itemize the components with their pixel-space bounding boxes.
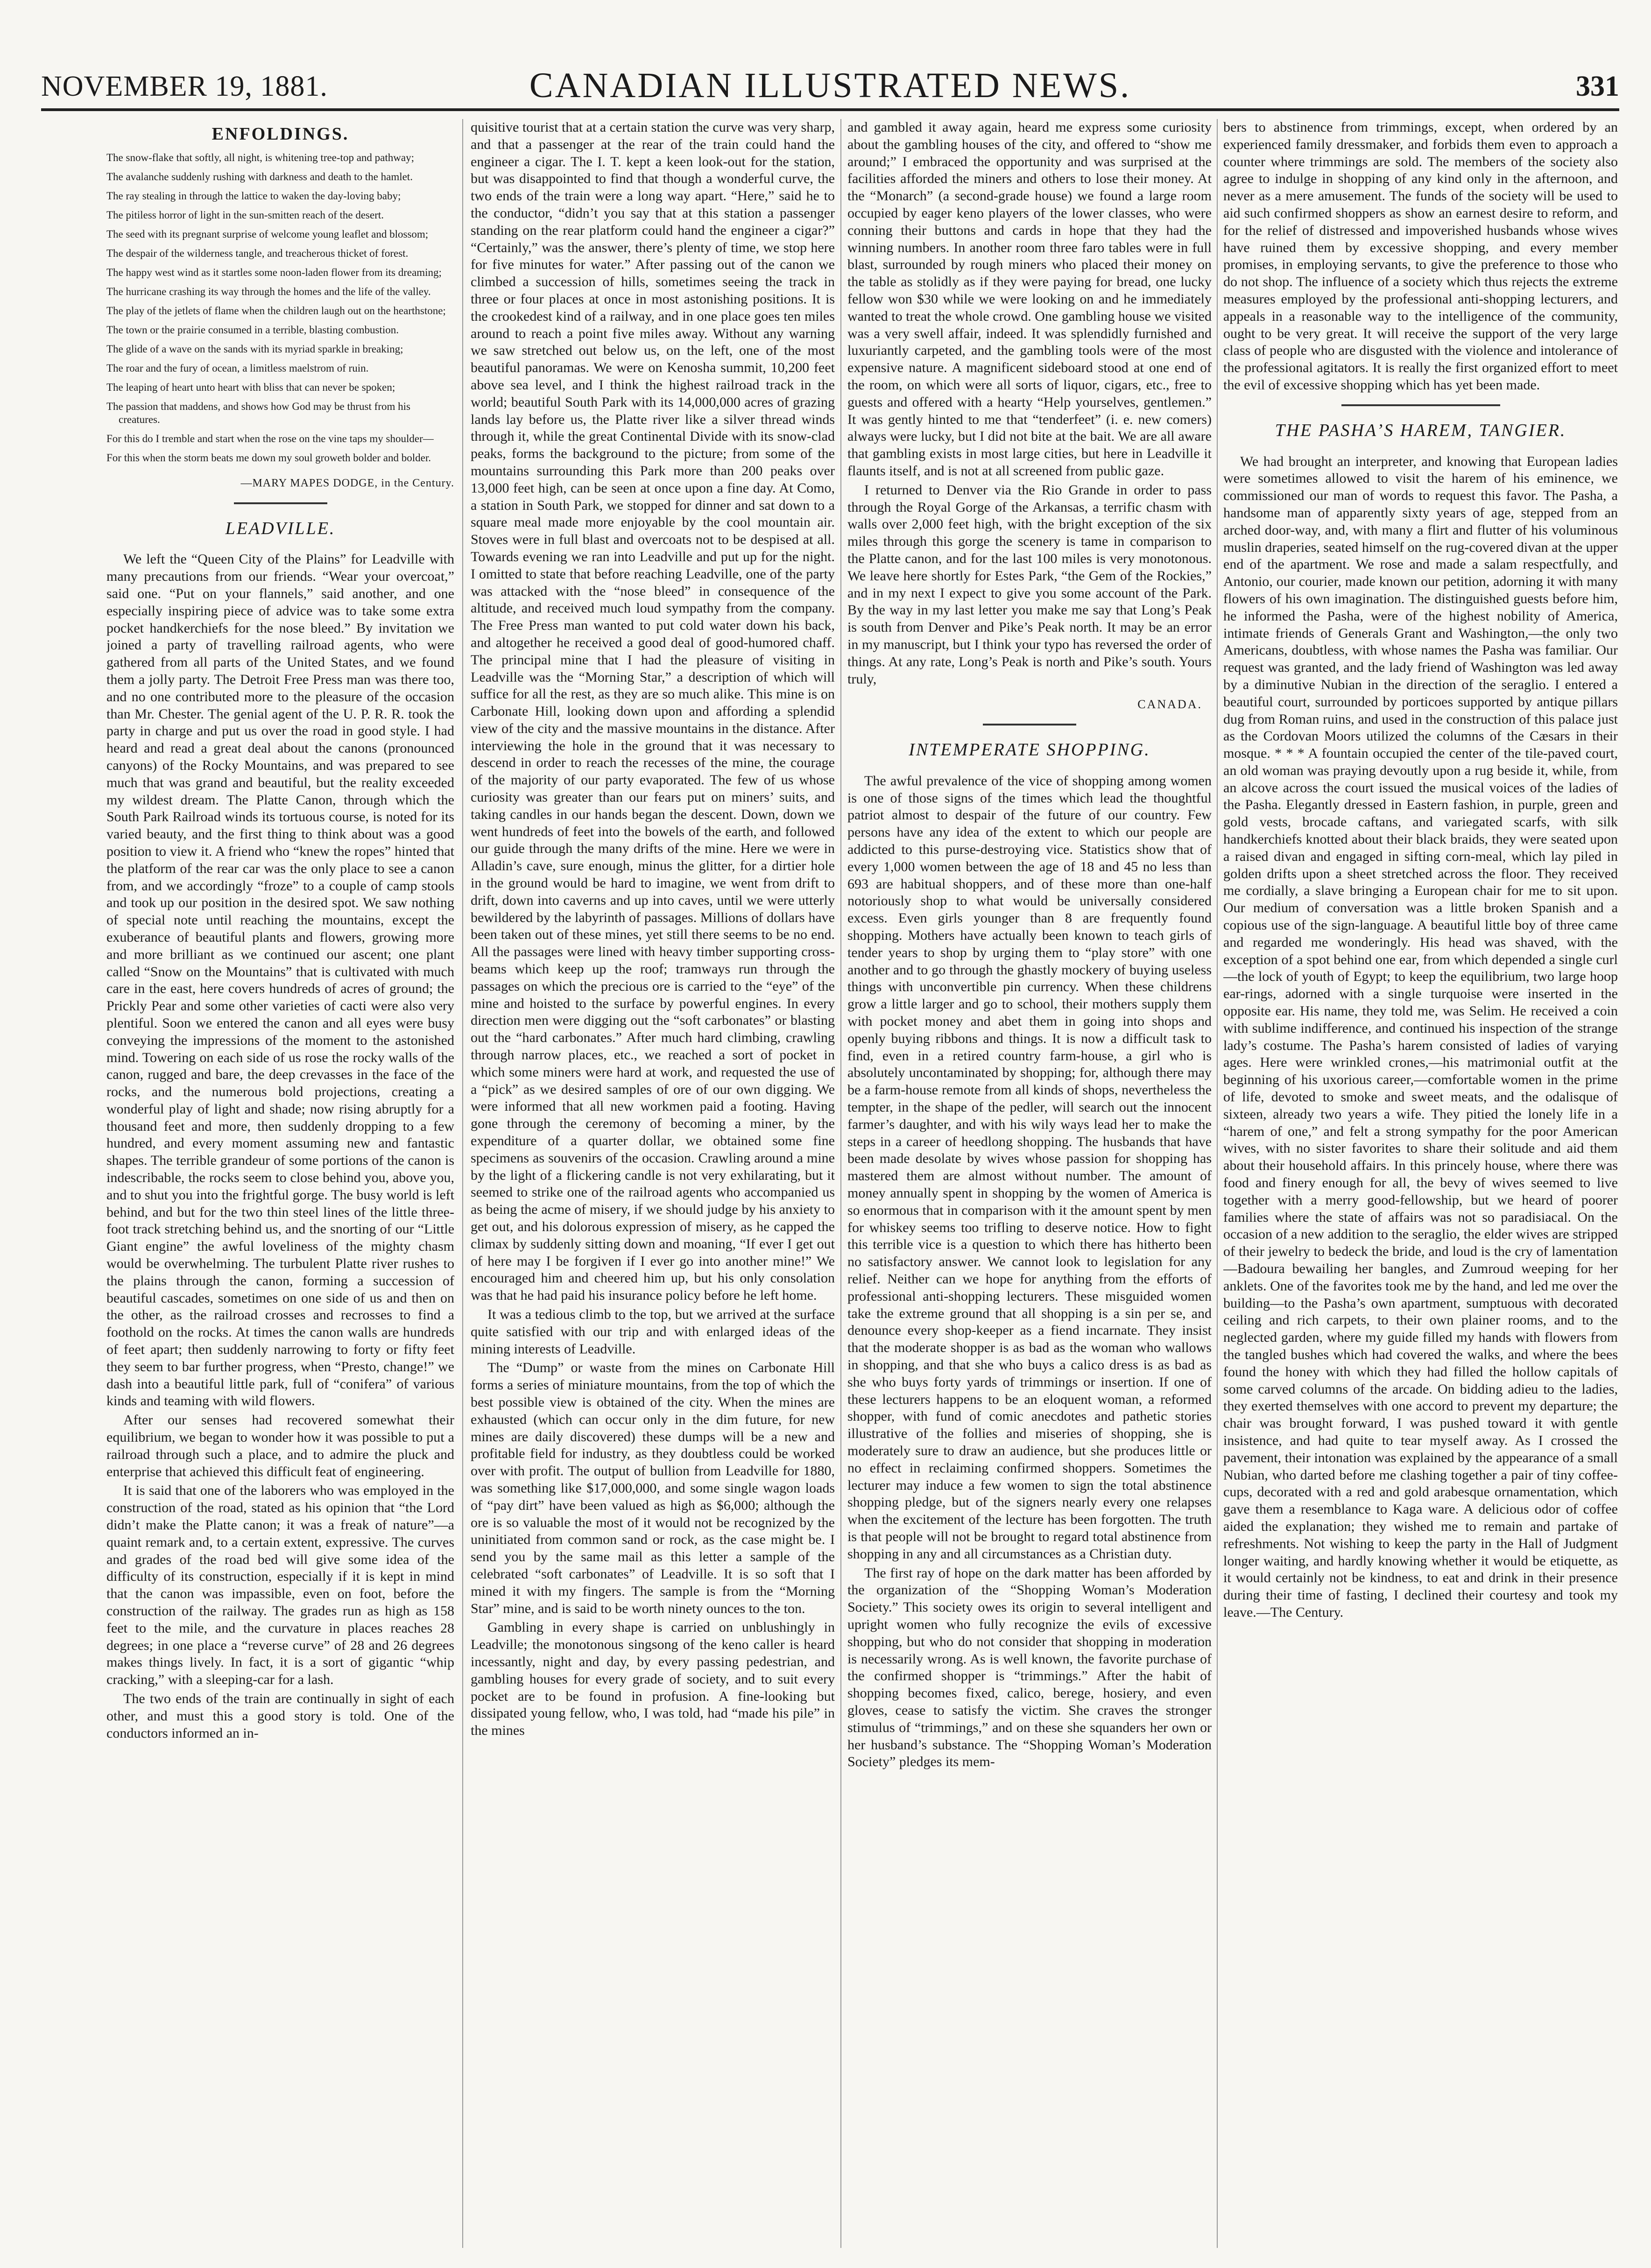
- column-divider: [1217, 119, 1218, 2248]
- article-paragraph: The first ray of hope on the dark matter has been afforded by the organization of the “Shopping Woman’s Moderation Society.” This society owes its origin to several intelligent and upright women who fully recognize the evils of excessive shopping, but who do not consider that shopping in moderation is necessarily wrong. As is well known, the favorite purchase of the confirmed shopper is “trimmings.” After the habit of shopping becomes fixed, calico, berege, hosiery, and even gloves, cease to satisfy the victim. She craves the stronger stimulus of “trimmings,” and on these she squanders her own or her husband’s substance. The “Shopping Woman’s Moderation Society” pledges its mem-: [847, 1565, 1212, 1770]
- poem-verse: The leaping of heart unto heart with bliss that can never be spoken;: [106, 381, 395, 393]
- leadville-signature: CANADA.: [1137, 697, 1202, 711]
- article-paragraph: After our senses had recovered somewhat their equilibrium, we began to wonder how it was possible to put a railroad through such a place, and to admire the pluck and enterprise that achieved this difficult feat of engineering.: [106, 1412, 454, 1479]
- article-paragraph: I returned to Denver via the Rio Grande in order to pass through the Royal Gorge of the Arkansas, a terrific chasm with walls over 2,000 feet high, with the bright exception of the six miles through this gorge the scenery is tame in comparison to the Platte canon, and for the last 100 miles is very monotonous. We leave here shortly for Estes Park, “the Gem of the Rockies,” and in my next I expect to give you some account of the Park. By the way in my last letter you make me say that Long’s Peak is south from Denver and Pike’s Peak north. It may be an error in my manuscript, but I think your typo has reversed the order of things. At any rate, Long’s Peak is north and Pike’s south. Yours truly,: [847, 482, 1212, 687]
- poem-verse: The roar and the fury of ocean, a limitless maelstrom of ruin.: [106, 362, 369, 374]
- poem-verse: For this do I tremble and start when the rose on the vine taps my shoulder—: [106, 432, 434, 444]
- poem-title: ENFOLDINGS.: [212, 124, 349, 144]
- column-divider: [840, 119, 841, 2248]
- poem-verse: The ray stealing in through the lattice to waken the day-loving baby;: [106, 190, 401, 202]
- section-divider: [983, 724, 1076, 725]
- poem-verse: The town or the prairie consumed in a terrible, blasting combustion.: [106, 324, 399, 336]
- article-paragraph: quisitive tourist that at a certain station the curve was very sharp, and that a passenger at the rear of the train could hand the engineer a cigar. The I. T. kept a keen look-out for the station, but was disappointed to find that though a wonderful curve, the two ends of the train were a long way apart. “Here,” said he to the conductor, “didn’t you say that at this station a passenger standing on the rear platform could hand the engineer a cigar?” “Certainly,” was the answer, there’s plenty of time, we stop here for five minutes for water.” After passing out of the canon we climbed a succession of hills, sometimes seeing the track in three or four places at once in most astonishing positions. It is the crookedest kind of a railway, and in one place goes ten miles around to reach a point five miles away. Without any warning we saw stretched out below us, on the left, one of the most beautiful panoramas. We were on Kenosha summit, 10,200 feet above sea level, and I think the highest railroad track in the world; beautiful South Park with its 14,000,000 acres of grazing lands lay before us, the Platte river like a silver thread winds through it, while the great Continental Divide with its snow-clad peaks, forms the background to the picture; from some of the mountains surrounding this Park more than 200 peaks over 13,000 feet high, can be seen at once upon a fine day. At Como, a station in South Park, we stopped for dinner and sat down to a square meal made more enjoyable by the cool mountain air. Stoves were in full blast and overcoats not to be despised at all. Towards evening we ran into Leadville and put up for the night. I omitted to state that before reaching Leadville, one of the party was attacked with the “nose bleed” in consequence of the altitude, and received much loud sympathy from the company. The Free Press man wanted to put cold water down his back, and altogether he received a good deal of good-humored chaff. The principal mine that I had the pleasure of visiting in Leadville was the “Morning Star,” a description of which will suffice for all the rest, as they are so much alike. This mine is on Carbonate Hill, looking down upon and affording a splendid view of the city and the massive mountains in the distance. After interviewing the hole in the ground that it was necessary to descend in order to reach the recesses of the mine, the courage of the majority of our party evaporated. The few of us whose curiosity was greater than our fears put on miners’ suits, and taking candles in our hands began the descent. Down, down we went hundreds of feet into the bowels of the earth, and followed our guide through the many drifts of the mine. Here we were in Alladin’s cave, sure enough, minus the glitter, for a dirtier hole in the ground would be hard to imagine, we went from drift to drift, down into caverns and up into caves, until we were utterly bewildered by the labyrinth of passages. Millions of dollars have been taken out of these mines, yet still there seems to be no end. All the passages were lined with heavy timber supporting cross-beams which keep up the roof; tramways run through the passages on which the precious ore is carried to the “eye” of the mine and hoisted to the surface by powerful engines. In every direction men were digging out the “soft carbonates” or blasting out the “hard carbonates.” After much hard climbing, crawling through narrow places, etc., we reached a sort of pocket in which some miners were hard at work, and requested the use of a “pick” as we desired samples of ore of our own digging. We were informed that all new workmen paid a footing. Having gone through the ceremony of becoming a miner, by the expenditure of a quarter dollar, we obtained some fine specimens as souvenirs of the occasion. Crawling around a mine by the light of a flickering candle is not very exhilarating, but it seemed to strike one of the railroad agents who accompanied us as being the acme of misery, if we should judge by his anxiety to get out, and his dolorous expression of misery, as he capped the climax by suddenly sitting down and moaning, “If ever I get out of here may I be forgiven if I ever go into another mine!” We encouraged him and cheered him up, but his only consolation was that he had paid his insurance policy before he left home.: [471, 120, 835, 1303]
- article-paragraph: Gambling in every shape is carried on unblushingly in Leadville; the monotonous singsong of the keno caller is heard incessantly, night and day, by every passing pedestrian, and gambling houses for every grade of society, and to suit every pocket are to be found in profusion. A fine-looking but dissipated young fellow, who, I was told, had “made his pile” in the mines: [471, 1620, 835, 1739]
- masthead: [41, 56, 1619, 117]
- column-divider: [462, 119, 463, 2248]
- poem-verses: [106, 151, 454, 465]
- poem-verse: The passion that maddens, and shows how God may be thrust from his creatures.: [106, 400, 410, 425]
- article-paragraph: We left the “Queen City of the Plains” for Leadville with many precautions from our friends. “Wear your overcoat,” said one. “Put on your flannels,” said another, and one especially inspiring piece of advice was to take some extra pocket handkerchiefs for the nose bleed.” By invitation we joined a party of travelling railroad agents, who were gathered from all parts of the United States, and we found them a jolly party. The Detroit Free Press man was there too, and no one contributed more to the pleasure of the occasion than Mr. Chester. The genial agent of the U. P. R. R. took the party in charge and put us over the road in good style. I had heard and read a great deal about the canons (pronounced canyons) of the Rocky Mountains, and was prepared to see much that was grand and beautiful, but the reality exceeded my wildest dream. The Platte Canon, through which the South Park Railroad winds its tortuous course, is noted for its varied beauty, and the first thing to think about was a good position to view it. A friend who “knew the ropes” hinted that the platform of the rear car was the only place to see a canon from, and we accordingly “froze” to a couple of camp stools and took up our position in the desired spot. We saw nothing of special note until reaching the mountains, except the exuberance of beautiful plants and flowers, growing more and more brilliant as we continued our ascent; one plant called “Snow on the Mountains” that is cultivated with much care in the east, here covers hundreds of acres of ground; the Prickly Pear and some other varieties of cacti were also very plentiful. Soon we entered the canon and all eyes were busy conveying the impressions of the moment to the astonished mind. Towering on each side of us rose the rocky walls of the canon, rugged and bare, the deep crevasses in the face of the rocks, and the numerous bold projections, creating a wonderful play of light and shade; now rising abruptly for a thousand feet and more, then suddenly dropping to a few hundred, and every moment assuming new and fantastic shapes. The terrible grandeur of some portions of the canon is indescribable, the rocks seem to close behind you, above you, and to shut you into the frightful gorge. The busy world is left behind, and but for the two thin steel lines of the little three-foot track stretching behind us, and the snorting of our “Little Giant engine” the awful loveliness of the mighty chasm would be overwhelming. The turbulent Platte river rushes to the plains through the canon, forming a succession of beautiful cascades, sometimes on one side of us and then on the other, as the railroad crosses and recrosses to find a foothold on the rocks. At times the canon walls are hundreds of feet apart; then suddenly narrowing to forty or fifty feet they seem to bar further progress, when “Presto, change!” we dash into a beautiful little park, full of “conifera” of various kinds and teaming with wild flowers.: [106, 551, 454, 1409]
- poem-verse: The pitiless horror of light in the sun-smitten reach of the desert.: [106, 209, 384, 221]
- poem-verse: For this when the storm beats me down my soul groweth bolder and bolder.: [106, 451, 431, 464]
- leadville-title: LEADVILLE.: [225, 518, 336, 538]
- poem-verse: The avalanche suddenly rushing with darkness and death to the hamlet.: [106, 170, 413, 183]
- article-paragraph: and gambled it away again, heard me express some curiosity about the gambling houses of the city, and offered to “show me around;” I embraced the opportunity and was surprised at the facilities afforded the miners and others to lose their money. At the “Monarch” (a second-grade house) we found a large room occupied by eager keno players of the lower classes, who were conning their buttons and cards in hope that they had the winning numbers. In another room three faro tables were in full blast, surrounded by rough miners who placed their money on the table as stolidly as if they were paying for bread, one lucky fellow won $30 while we were looking on and he immediately wanted to treat the whole crowd. One gambling house we visited was a very swell affair, indeed. It was splendidly furnished and luxuriantly carpeted, and the gambling tools were of the most expensive nature. A magnificent sideboard stood at one end of the room, on which were all sorts of liquor, cigars, etc., free to guests and offered with a hearty “Help yourselves, gentlemen.” It was gently hinted to me that “tenderfeet” (i. e. new comers) always were lucky, but I did not bite at the bait. We are all aware that gambling exists in most large cities, but here in Leadville it flaunts itself, and is not at all screened from public gaze.: [847, 120, 1212, 479]
- column-2: [471, 119, 835, 2248]
- column-3: [847, 119, 1212, 2248]
- poem-verse: The seed with its pregnant surprise of welcome young leaflet and blossom;: [106, 228, 429, 240]
- article-paragraph: The “Dump” or waste from the mines on Carbonate Hill forms a series of miniature mountains, from the top of which the best possible view is obtained of the city. When the mines are exhausted (which can occur only in the dim future, for new mines are daily discovered) these dumps will be a new and profitable field for industry, as they doubtless could be worked over with profit. The output of bullion from Leadville for 1880, was something like $17,000,000, and some single wagon loads of “pay dirt” have been valued as high as $6,000; although the ore is so valuable the most of it would not be recognized by the uninitiated from common sand or rock, as the case might be. I send you by the same mail as this letter a sample of the celebrated “soft carbonates” of Leadville. It is so soft that I mined it with my fingers. The sample is from the “Morning Star” mine, and is said to be worth ninety ounces to the ton.: [471, 1360, 835, 1616]
- article-paragraph: It was a tedious climb to the top, but we arrived at the surface quite satisfied with our trip and with enlarged ideas of the mining interests of Leadville.: [471, 1306, 835, 1357]
- article-paragraph: The two ends of the train are continually in sight of each other, and must this a good story is told. One of the conductors informed an in-: [106, 1690, 454, 1741]
- column-1: [106, 119, 454, 2248]
- poem-verse: The snow-flake that softly, all night, is whitening tree-top and pathway;: [106, 151, 414, 163]
- issue-date: NOVEMBER 19, 1881.: [41, 70, 328, 102]
- poem-verse: The despair of the wilderness tangle, and treacherous thicket of forest.: [106, 247, 409, 259]
- paper-title: CANADIAN ILLUSTRATED NEWS.: [529, 66, 1131, 105]
- poem-verse: The happy west wind as it startles some noon-laden flower from its dreaming;: [106, 266, 442, 278]
- poem-verse: The hurricane crashing its way through the homes and the life of the valley.: [106, 285, 431, 297]
- section-divider: [234, 502, 327, 504]
- masthead-rule: [41, 108, 1619, 111]
- article-paragraph: We had brought an interpreter, and knowing that European ladies were sometimes allowed to visit the harem of his eminence, we commissioned our man of words to request this favor. The Pasha, a handsome man of apparently sixty years of age, stepped from an arched door-way, and, with many a flirt and flutter of his voluminous muslin draperies, seated himself on the rug-covered divan at the upper end of the apartment. We rose and made a salam respectfully, and Antonio, our courier, made known our petition, adorning it with many flowers of his own imagination. The distinguished guests before him, he informed the Pasha, were of the highest nobility of America, intimate friends of Generals Grant and Washington,—the only two Americans, doubtless, with whose names the Pasha was familiar. Our request was granted, and the lady friend of Washington was led away by a diminutive Nubian in the direction of the seraglio. I entered a beautiful court, surrounded by porticoes supported by antique pillars dug from Roman ruins, and used in the construction of this palace just as the Cordovan Moors utilized the columns of the Cæsars in their mosque. * * * A fountain occupied the center of the tile-paved court, an old woman was praying devoutly upon a rug beside it, while, from an alcove across the court issued the musical voices of the ladies of the Pasha. Elegantly dressed in Eastern fashion, in purple, green and gold vests, brocade caftans, and variegated scarfs, with silk handkerchiefs knotted about their black braids, they were seated upon a raised divan and engaged in sifting corn-meal, which lay piled in golden drifts upon a sheet stretched across the floor. They received me cordially, a slave bringing a European chair for me to sit upon. Our medium of conversation was a little broken Spanish and a copious use of the sign-language. A beautiful little boy of three came and regarded me wonderingly. His head was shaved, with the exception of a spot behind one ear, from which depended a single curl—the lock of youth of Egypt; to keep the equilibrium, two large hoop ear-rings, adorned with a single turquoise were inserted in the opposite ear. His name, they told me, was Selim. He received a coin with sublime indifference, and continued his inspection of the strange lady’s costume. The Pasha’s harem consisted of ladies of varying ages. Here were wrinkled crones,—his matrimonial outfit at the beginning of his uxorious career,—comfortable women in the prime of life, devoted to smoke and sweet meats, and the odalisque of sixteen, already two years a wife. They pitied the lonely life in a “harem of one,” and felt a strong sympathy for the poor American wives, with no sister favorites to share their solitude and aid them about their household affairs. In this princely house, where there was food and finery enough for all, the bevy of wives seemed to live together with a merry good-fellowship, but we heard of poorer families where the state of affairs was not so paradisiacal. On the occasion of a new addition to the seraglio, the elder wives are stripped of their jewelry to bedeck the bride, and loud is the cry of lamentation—Badoura bewailing her bangles, and Zumroud weeping for her anklets. One of the favorites took me by the hand, and led me over the building—to the Pasha’s own apartment, sumptuous with decorated ceiling and rich carpets, to their own plainer rooms, and to the neglected garden, where my guide filled my hands with flowers from the tangled bushes which had covered the walks, and where the bees found the honey with which they had filled the hollow capitals of some carved columns of the arcade. On bidding adieu to the ladies, they exerted themselves with one accord to prevent my departure; the chair was brought forward, I was pushed toward it with gentle insistence, and had quite to tear myself away. As I crossed the pavement, their intonation was explained by the appearance of a small Nubian, who darted before me clashing together a pair of tiny coffee-cups, decorated with a red and gold arabesque ornamentation, which gave them a resemblance to Kaga ware. A delicious odor of coffee aided the explanation; they wished me to remain and partake of refreshments. Not wishing to keep the party in the Hall of Judgment longer waiting, and hardly knowing whether it would be etiquette, as it would certainly not be kindness, to eat and drink in their presence during their time of fasting, I declined their courtesy and took my leave.—The Century.: [1223, 453, 1618, 1620]
- article-paragraph: It is said that one of the laborers who was employed in the construction of the road, stated as his opinion that “the Lord didn’t make the Platte canon; it was a freak of nature”—a quaint remark and, to a certain extent, expressive. The curves and grades of the road bed will give some idea of the difficulty of its construction, especially if it is kept in mind that the canon was impassible, even on foot, before the construction of the railway. The grades run as high as 158 feet to the mile, and the curvature in places reaches 28 degrees; in one place a “reverse curve” of 28 and 26 degrees makes things lively. In fact, it is a sort of gigantic “whip cracking,” with a sleeping-car for a lash.: [106, 1483, 454, 1688]
- column-4: [1223, 119, 1618, 2248]
- section-divider: [1341, 404, 1500, 406]
- poem-verse: The glide of a wave on the sands with its myriad sparkle in breaking;: [106, 343, 403, 355]
- poem-credit: —MARY MAPES DODGE, in the Century.: [240, 477, 454, 489]
- article-paragraph: bers to abstinence from trimmings, except, when ordered by an experienced family dressmaker, and forbids them even to approach a counter where trimmings are sold. The members of the society also agree to indulge in shopping of any kind only in the afternoon, and never as a mere amusement. The funds of the society will be used to aid such confirmed shoppers as show an earnest desire to reform, and for the relief of distressed and impoverished husbands whose wives have ruined them by excessive shopping, and every member promises, in employing servants, to give the preference to those who do not shop. The influence of a society which thus rejects the extreme measures employed by the professional anti-shopping lecturers, and appeals in a reasonable way to the intelligence of the community, ought to be very great. It will receive the support of the very large class of people who are disgusted with the violence and intolerance of the professional agitators. It is really the first organized effort to meet the evil of excessive shopping which has yet been made.: [1223, 120, 1618, 393]
- harem-title: THE PASHA’S HAREM, TANGIER.: [1275, 420, 1566, 440]
- shopping-title: INTEMPERATE SHOPPING.: [909, 740, 1150, 760]
- poem-verse: The play of the jetlets of flame when the children laugh out on the hearthstone;: [106, 304, 446, 317]
- article-paragraph: The awful prevalence of the vice of shopping among women is one of those signs of the times which lead the thoughtful patriot almost to despair of the future of our country. Few persons have any idea of the extent to which our people are addicted to this purse-destroying vice. Statistics show that of every 1,000 women between the age of 18 and 45 no less than 693 are habitual shoppers, and of these more than one-half notoriously shop to what would be universally considered excess. Even girls younger than 8 are frequently found shopping. Mothers have actually been known to teach girls of tender years to shop by urging them to “play store” with one another and to go through the ghastly mockery of buying useless things with unconvertible pin currency. When these childrens grow a little larger and go to school, their mothers supply them with pocket money and abet them in going into shops and openly buying ribbons and things. It is now a difficult task to find, even in a retired country farm-house, a girl who is absolutely uncontaminated by shopping; for, although there may be a farm-house remote from all kinds of shops, nevertheless the tempter, in the shape of the pedler, will search out the innocent farmer’s daughter, and with his wily ways lead her to make the steps in a career of heedlong shopping. The husbands that have been made desolate by wives whose passion for shopping has mastered them are almost without number. The amount of money annually spent in shopping by the women of America is so enormous that in comparison with it the amount spent by men for whiskey seems too trifling to deserve notice. How to fight this terrible vice is a question to which there has hitherto been no satisfactory answer. We cannot look to legislation for any relief. Neither can we hope for anything from the efforts of professional anti-shopping lecturers. These misguided women take the extreme ground that all shopping is a sin per se, and denounce every shop-keeper as a fiend incarnate. They insist that the moderate shopper is as bad as the woman who wallows in shopping, and that she who buys a calico dress is as bad as she who buys forty yards of trimmings or insertion. If one of these lecturers happens to be an eloquent woman, a reformed shopper, with fund of comic anecdotes and pathetic stories illustrative of the follies and miseries of shopping, she is moderately sure to draw an audience, but she produces little or no effect in reclaiming confirmed shoppers. Sometimes the lecturer may induce a few women to sign the total abstinence shopping pledge, but of the signers nearly every one relapses when the excitement of the lecture has been forgotten. The truth is that people will not be brought to regard total abstinence from shopping in any and all circumstances as a Christian duty.: [847, 773, 1212, 1562]
- page-number: 331: [1576, 70, 1619, 102]
